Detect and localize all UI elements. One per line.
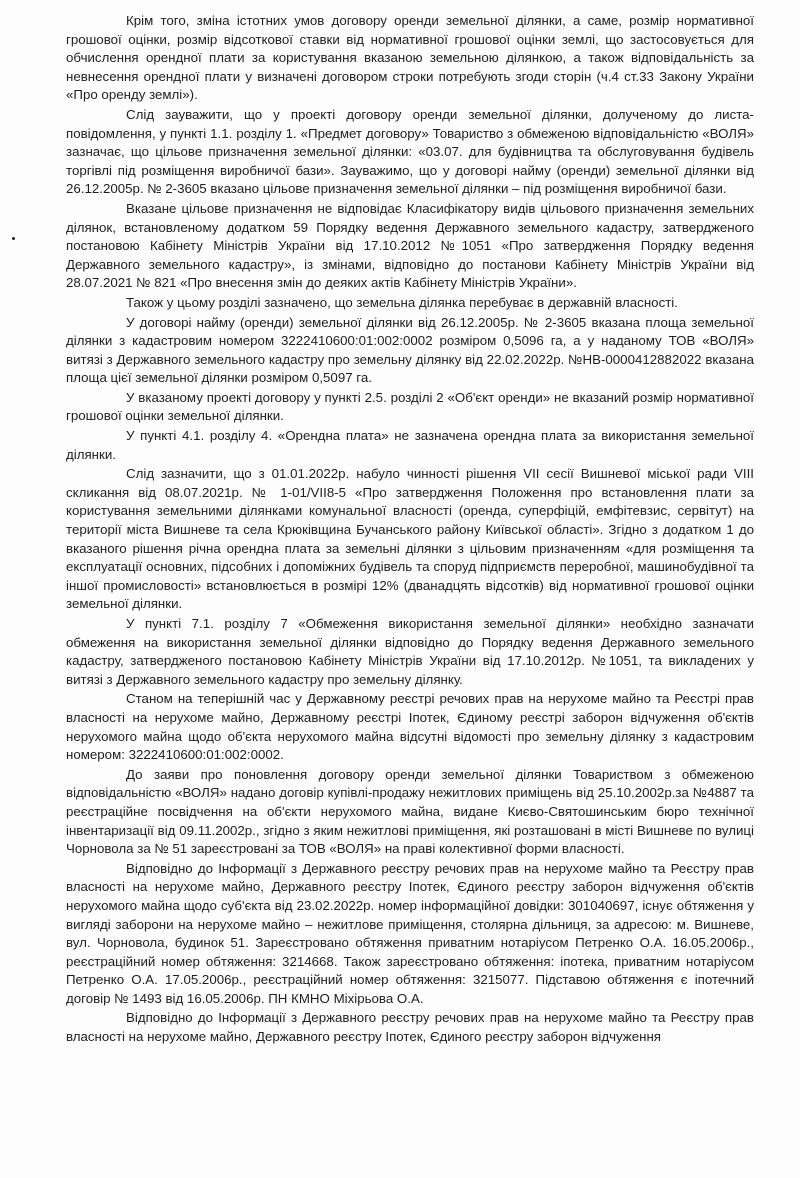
paragraph: Крім того, зміна істотних умов договору оренди земельної ділянки, а саме, розмір нормативної грошової оцінки, розмір відсоткової ставки від нормативної грошової оцінки землі, що застосовується для обчислення орендної плати за користування вказаною земельною ділянкою, а також відповідальність за невнесення орендної плати у визначені договором строки потребують згоди сторін (ч.4 ст.33 Закону України «Про оренду землі»). — [66, 13, 754, 103]
paragraph: Відповідно до Інформації з Державного реєстру речових прав на нерухоме майно та Реєстру прав власності на нерухоме майно, Державного реєстру Іпотек, Єдиного реєстру заборон відчуження — [66, 1010, 754, 1045]
paragraph: Слід зауважити, що у проекті договору оренди земельної ділянки, долученому до листа-повідомлення, у пункті 1.1. розділу 1. «Предмет договору» Товариство з обмеженою відповідальністю «ВОЛЯ» зазначає, що цільове призначення земельної ділянки: «03.07. для будівництва та обслуговування будівель торгівлі під розміщення виробничої бази». Зауважимо, що у договорі найму (оренди) земельної ділянки від 26.12.2005р. № 2-3605 вказано цільове призначення земельної ділянки – під розміщення виробничої бази. — [66, 106, 754, 197]
document-body — [66, 12, 754, 1047]
paragraph: У пункті 7.1. розділу 7 «Обмеження використання земельної ділянки» необхідно зазначати обмеження на використання земельної ділянки відповідно до Порядку ведення Державного земельного кадастру, затвердженого постановою Кабінету Міністрів України від 17.10.2012р. №1051, та викладених у витязі з Державного земельного кадастру про земельну ділянку. — [66, 616, 754, 687]
paragraph: До заяви про поновлення договору оренди земельної ділянки Товариством з обмеженою відповідальністю «ВОЛЯ» надано договір купівлі-продажу нежитлових приміщень від 25.10.2002р.за №4887 та реєстраційне посвідчення на об'єкти нерухомого майна, видане Києво-Святошинським бюро технічної інвентаризації від 09.11.2002р., згідно з яким нежитлові приміщення, які розташовані в місті Вишневе по вулиці Чорновола за № 51 зареєстровані за ТОВ «ВОЛЯ» на праві колективної форми власності. — [66, 766, 754, 857]
paragraph: Станом на теперішній час у Державному реєстрі речових прав на нерухоме майно та Реєстрі прав власності на нерухоме майно, Державному реєстрі Іпотек, Єдиному реєстрі заборон відчуження об'єктів нерухомого майна щодо об'єкта нерухомого майна відсутні відомості про земельну ділянку з кадастровим номером: 3222410600:01:002:0002. — [66, 691, 754, 763]
paragraph: У договорі найму (оренди) земельної ділянки від 26.12.2005р. № 2-3605 вказана площа земельної ділянки з кадастровим номером 3222410600:01:002:0002 розміром 0,5096 га, а у наданому ТОВ «ВОЛЯ» витязі з Державного земельного кадастру про земельну ділянку від 22.02.2022р. №НВ-0000412882022 вказана площа цієї земельної ділянки розміром 0,5097 га. — [66, 314, 754, 386]
paragraph: Вказане цільове призначення не відповідає Класифікатору видів цільового призначення земельних ділянок, встановленому додатком 59 Порядку ведення Державного земельного кадастру, затвердженого постановою Кабінету Міністрів України від 17.10.2012 №1051 «Про затвердження Порядку ведення Державного земельного кадастру», із змінами, відповідно до постанови Кабінету Міністрів України від 28.07.2021 № 821 «Про внесення змін до деяких актів Кабінету Міністрів України». — [66, 200, 754, 291]
paragraph: Відповідно до Інформації з Державного реєстру речових прав на нерухоме майно та Реєстру прав власності на нерухоме майно, Державного реєстру Іпотек, Єдиного реєстру заборон відчуження об'єктів нерухомого майна щодо суб'єкта від 23.02.2022р. номер інформаційної довідки: 301040697, існує обтяження у вигляді заборони на нерухоме майно – нежитлове приміщення, столярна дільниця, за адресою: м. Вишневе, вул. Чорновола, будинок 51. Зареєстровано обтяження приватним нотаріусом Петренко О.А. 16.05.2006р., реєстраційний номер обтяження: 3214668. Також зареєстровано обтяження: іпотека, приватним нотаріусом Петренко О.А. 17.05.2006р., реєстраційний номер обтяження: 3215077. Підставою обтяження є іпотечний договір № 1493 від 16.05.2006р. ПН КМНО Міхірьова О.А. — [66, 860, 754, 1006]
scan-artifact-dot — [12, 237, 15, 240]
paragraph: Слід зазначити, що з 01.01.2022р. набуло чинності рішення VII сесії Вишневої міської ради VIII скликання від 08.07.2021р. № 1-01/VII8-5 «Про затвердження Положення про встановлення плати за користування земельними ділянками комунальної власності (оренда, суперфіцій, емфітевзис, сервітут) на території міста Вишневе та села Крюківщина Бучанського району Київської області». Згідно з додатком 1 до вказаного рішення річна орендна плата за земельні ділянки з цільовим призначенням «для розміщення та експлуатації основних, підсобних і допоміжних будівель та споруд підприємств переробної, машинобудівної та іншої промисловості» встановлюється в розмірі 12% (дванадцять відсотків) від нормативної грошової оцінки земельної ділянки. — [66, 466, 754, 612]
paragraph: У вказаному проекті договору у пункті 2.5. розділі 2 «Об'єкт оренди» не вказаний розмір нормативної грошової оцінки земельної ділянки. — [66, 389, 754, 424]
paragraph: Також у цьому розділі зазначено, що земельна ділянка перебуває в державній власності. — [126, 294, 678, 310]
paragraph: У пункті 4.1. розділу 4. «Орендна плата» не зазначена орендна плата за використання земельної ділянки. — [66, 428, 754, 462]
